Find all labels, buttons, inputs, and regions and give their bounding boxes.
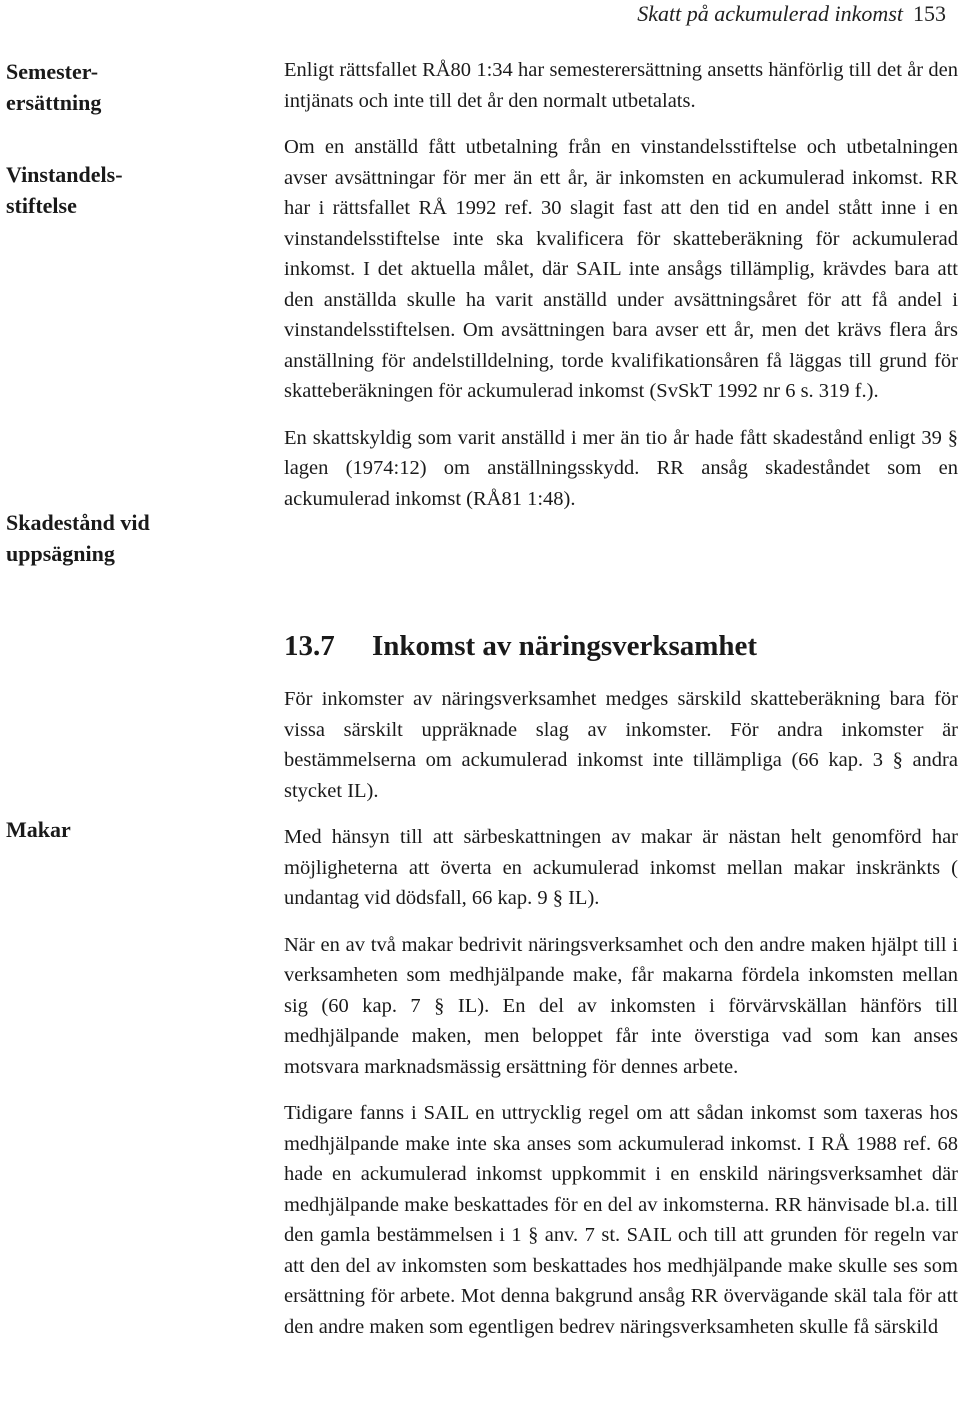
paragraph-vinstandelsstiftelse: Om en anställd fått utbetalning från en vinstandelsstiftelse och utbetalningen avser avsättningar för mer än ett år, är inkomsten en ackumulerad inkomst. RR har i rättsfallet RÅ 1992 ref. 30 slagit fast att den tid en andel stått inne i en vinstandelsstiftelse inte ska kvalificera för skatteberäkning för ackumulerad inkomst. I det aktuella målet, där SAIL inte ansågs tillämplig, krävdes bara att den anställda skulle ha varit anställd under avsättningsåret för att få andel i vinstandelsstiftelsen. Om avsättningen bara avser ett år, men det krävs flera års anställning för andelstilldelning, torde kvalifikationsåren få läggas till grund för skatteberäkningen för ackumulerad inkomst (SvSkT 1992 nr 6 s. 319 f.). [284, 136, 958, 402]
body-text-top [284, 55, 958, 530]
paragraph-makar-sail: Tidigare fanns i SAIL en uttrycklig regel om att sådan inkomst som taxeras hos medhjälpande make inte ska anses som ackumulerad inkomst. I RÅ 1988 ref. 68 hade en ackumulerad inkomst uppkommit i en enskild näringsverksamhet där medhjälpande make beskattades för en del av inkomsterna. RR hänvisade bl.a. till den gamla bestämmelsen i 1 § anv. 7 st. SAIL och till att grunden för regeln var att den del av inkomsten som beskattades hos medhjälpande make skulle ses som ersättning för arbete. Mot denna bakgrund ansåg RR övervägande skäl tala för att den andre maken som egentligen bedrev näringsverksamheten skulle få särskild [284, 1102, 958, 1338]
margin-label-skadestand: Skadestånd vid uppsägning [6, 510, 150, 566]
section-number: 13.7 [284, 630, 335, 662]
margin-label-makar: Makar [6, 817, 71, 842]
margin-label-vinstandelsstiftelse: Vinstandels- stiftelse [6, 162, 123, 218]
paragraph-makar-medhjalpande: När en av två makar bedrivit näringsverksamhet och den andre maken hjälpt till i verksamheten som medhjälpande make, får makarna fördela inkomsten mellan sig (60 kap. 7 § IL). En del av inkomsten i förvärvskällan hänförs till medhjälpande maken, men beloppet får inte överstiga vad som kan anses motsvara marknadsmässig ersättning för dennes arbete. [284, 933, 958, 1078]
body-text-section [284, 628, 958, 1358]
paragraph-semesterersattning: Enligt rättsfallet RÅ80 1:34 har semesterersättning ansetts hänförlig till det år den intjänats och inte till det år den normalt utbetalats. [284, 59, 958, 112]
running-header [637, 0, 946, 28]
running-title: Skatt på ackumulerad inkomst [637, 1, 903, 26]
paragraph-naringsverksamhet: För inkomster av näringsverksamhet medges särskild skatteberäkning bara för vissa särskilt uppräknade slag av inkomster. För andra inkomster är bestämmelserna om ackumulerad inkomst inte tillämpliga (66 kap. 3 § andra stycket IL). [284, 688, 958, 802]
section-title: Inkomst av näringsverksamhet [372, 630, 758, 662]
paragraph-skadestand: En skattskyldig som varit anställd i mer än tio år hade fått skadestånd enligt 39 § lagen (1974:12) om anställningsskydd. RR ansåg skadeståndet som en ackumulerad inkomst (RÅ81 1:48). [284, 426, 958, 510]
paragraph-makar-sarbeskattning: Med hänsyn till att särbeskattningen av makar är nästan helt genomförd har möjligheterna att överta en ackumulerad inkomst mellan makar inskränkts ( undantag vid dödsfall, 66 kap. 9 § IL). [284, 826, 958, 909]
section-heading [284, 628, 958, 664]
margin-label-semesterersattning: Semester- ersättning [6, 59, 102, 115]
page-number: 153 [913, 1, 946, 26]
